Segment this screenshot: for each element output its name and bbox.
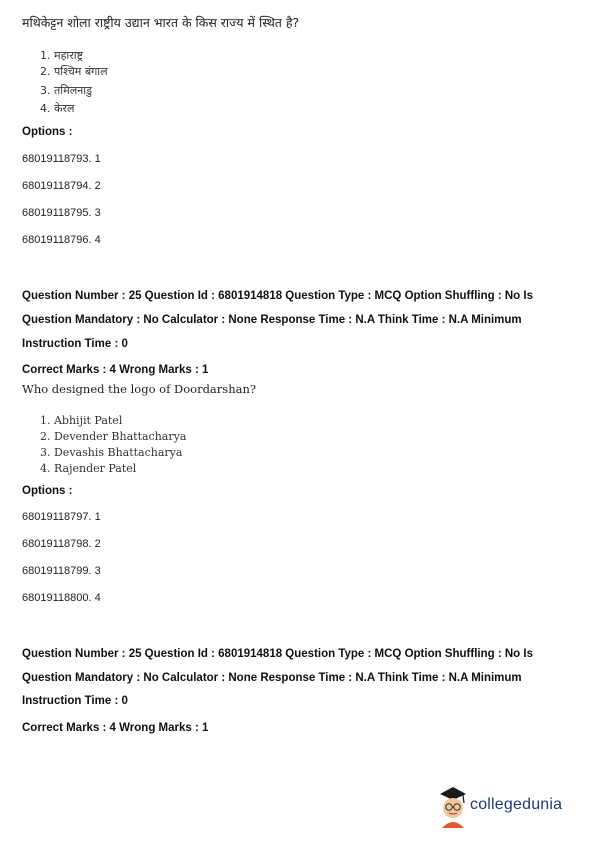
marks-line: Correct Marks : 4 Wrong Marks : 1 [22, 722, 209, 734]
option-id: 68019118794. 2 [22, 180, 101, 192]
choice-item: 2. Devender Bhattacharya [40, 430, 187, 443]
question-text: Who designed the logo of Doordarshan? [22, 382, 257, 396]
brand-name: collegedunia [470, 796, 563, 813]
choice-item: 1. Abhijit Patel [40, 414, 123, 427]
option-id: 68019118799. 3 [22, 565, 101, 577]
question-meta: Question Number : 25 Question Id : 6801914818 Question Type : MCQ Option Shuffling : No Is [22, 648, 533, 660]
question-meta: Question Number : 25 Question Id : 6801914818 Question Type : MCQ Option Shuffling : No Is [22, 290, 533, 302]
option-id: 68019118796. 4 [22, 234, 101, 246]
choice-item: 4. केरल [40, 102, 75, 115]
option-id: 68019118793. 1 [22, 153, 101, 165]
choice-item: 4. Rajender Patel [40, 462, 137, 475]
question-meta: Instruction Time : 0 [22, 338, 128, 350]
question-meta: Question Mandatory : No Calculator : None Response Time : N.A Think Time : N.A Minimum [22, 314, 522, 326]
question-text: मथिकेट्टन शोला राष्ट्रीय उद्यान भारत के किस राज्य में स्थित है? [22, 15, 300, 30]
option-id: 68019118797. 1 [22, 511, 101, 523]
option-id: 68019118798. 2 [22, 538, 101, 550]
options-heading: Options : [22, 485, 73, 497]
option-id: 68019118800. 4 [22, 592, 101, 604]
choice-item: 2. पश्चिम बंगाल [40, 65, 108, 78]
marks-line: Correct Marks : 4 Wrong Marks : 1 [22, 364, 209, 376]
choice-item: 3. Devashis Bhattacharya [40, 446, 183, 459]
question-meta: Question Mandatory : No Calculator : None Response Time : N.A Think Time : N.A Minimum [22, 672, 522, 684]
graduate-mascot-icon [436, 784, 470, 828]
option-id: 68019118795. 3 [22, 207, 101, 219]
choice-item: 1. महाराष्ट्र [40, 49, 84, 62]
options-heading: Options : [22, 126, 73, 138]
brand-logo[interactable] [436, 784, 586, 828]
choice-item: 3. तमिलनाडु [40, 84, 92, 97]
question-meta: Instruction Time : 0 [22, 695, 128, 707]
